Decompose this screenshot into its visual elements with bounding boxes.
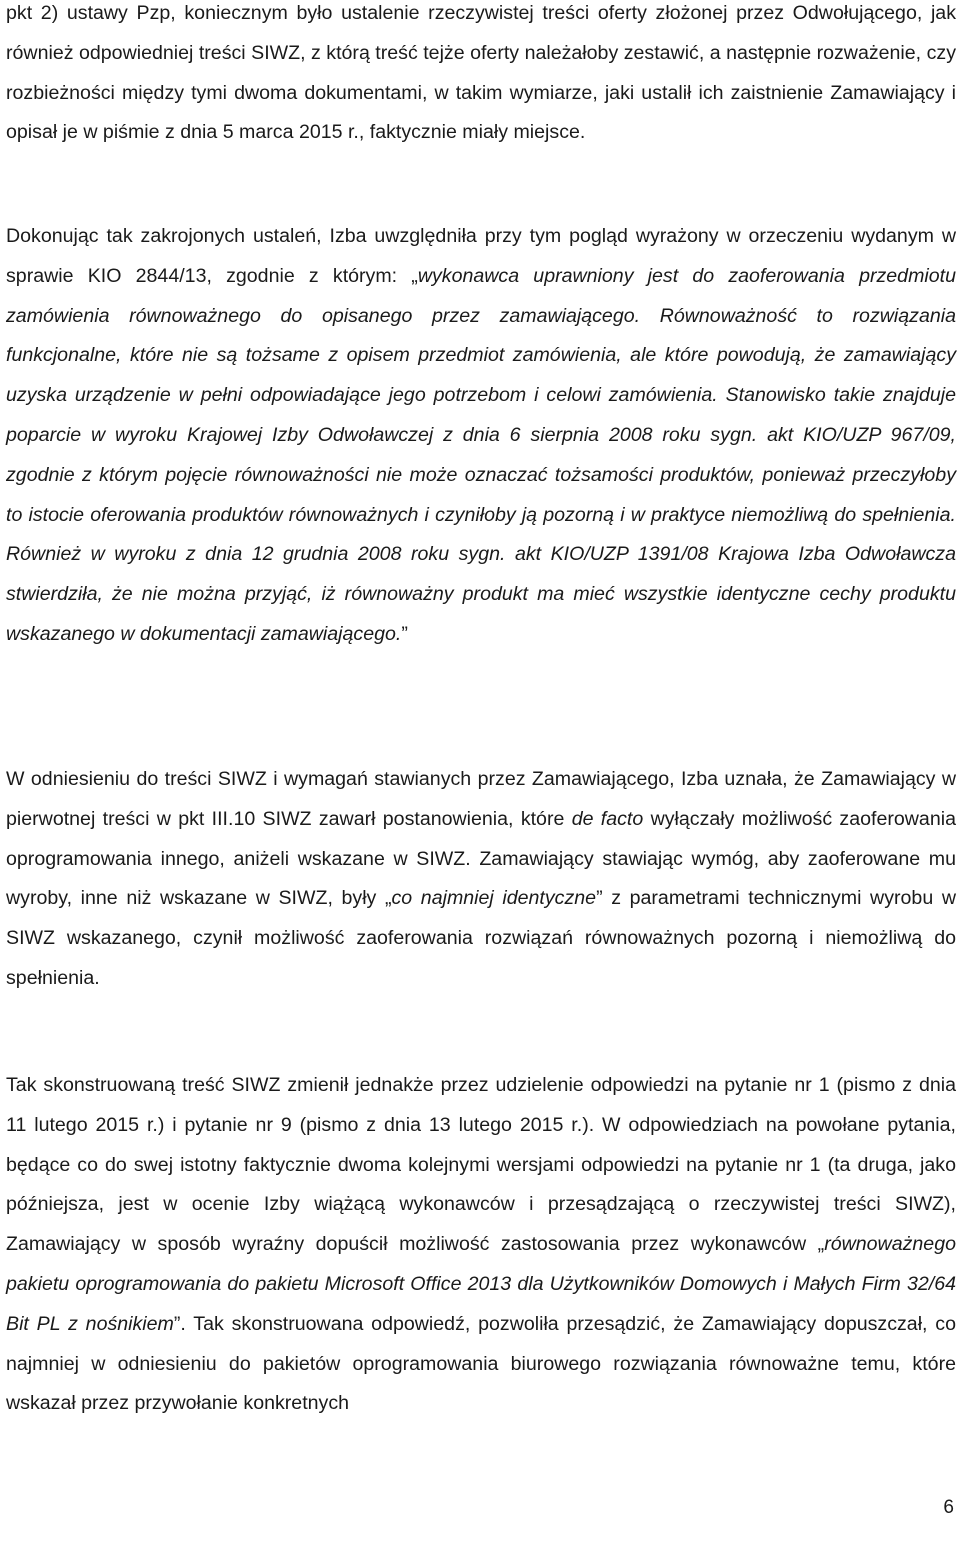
page-number: 6: [943, 1497, 954, 1518]
paragraph-3-part-2: wyłączały możliwość zaoferowania oprogramowania innego, aniżeli wskazane w SIWZ. Zamawiający stawiając wymóg, aby zaoferowane mu wyroby, inne niż wskazane w SIWZ, były „: [6, 807, 956, 910]
paragraph-3-de-facto: de facto: [571, 807, 644, 830]
paragraph-3-part-3: ” z parametrami technicznymi wyrobu w SIWZ wskazanego, czynił możliwość zaoferowania rozwiązań równoważnych pozorną i niemożliwą do spełnienia.: [6, 887, 956, 989]
paragraph-4-part-2: ”. Tak skonstruowana odpowiedź, pozwoliła przesądzić, że Zamawiający dopuszczał, co najmniej w odniesieniu do pakietów oprogramowania biurowego rozwiązania równoważne temu, które wskazał przez przywołanie konkretnych: [6, 1312, 956, 1415]
paragraph-4: [6, 1066, 956, 1424]
paragraph-2: [6, 217, 956, 655]
paragraph-4-part-1: Tak skonstruowaną treść SIWZ zmienił jednakże przez udzielenie odpowiedzi na pytanie nr 1 (pismo z dnia 11 lutego 2015 r.) i pytanie nr 9 (pismo z dnia 13 lutego 2015 r.). W odpowiedziach na powołane pytania, będące co do swej istotny faktycznie dwoma kolejnymi wersjami odpowiedzi na pytanie nr 1 (ta druga, jako późniejsza, jest w ocenie Izby wiążącą wykonawców i przesądzającą o rzeczywistej treści SIWZ), Zamawiający w sposób wyraźny dopuścił możliwość zastosowania przez wykonawców „: [6, 1074, 956, 1256]
paragraph-2-intro: Dokonując tak zakrojonych ustaleń, Izba uwzględniła przy tym pogląd wyrażony w orzeczeniu wydanym w sprawie KIO 2844/13, zgodnie z którym: „: [6, 225, 956, 287]
paragraph-1-text: pkt 2) ustawy Pzp, koniecznym było ustalenie rzeczywistej treści oferty złożonej przez Odwołującego, jak również odpowiedniej treści SIWZ, z którą treść tejże oferty należałoby zestawić, a następnie rozważenie, czy rozbieżności między tymi dwoma dokumentami, w takim wymiarze, jaki ustalił ich zaistnienie Zamawiający i opisał je w piśmie z dnia 5 marca 2015 r., faktycznie miały miejsce.: [6, 2, 956, 144]
paragraph-3-identical-phrase: co najmniej identyczne: [391, 887, 597, 910]
paragraph-4-package-quote: równoważnego pakietu oprogramowania do pakietu Microsoft Office 2013 dla Użytkowników Domowych i Małych Firm 32/64 Bit PL z nośnikiem: [6, 1233, 956, 1335]
paragraph-2-quote: wykonawca uprawniony jest do zaoferowania przedmiotu zamówienia równoważnego do opisanego przez zamawiającego. Równoważność to rozwiązania funkcjonalne, które nie są tożsame z opisem przedmiot zamówienia, ale które powodują, że zamawiający uzyska urządzenie w pełni odpowiadające jego potrzebom i celowi zamówienia. Stanowisko takie znajduje poparcie w wyroku Krajowej Izby Odwoławczej z dnia 6 sierpnia 2008 roku sygn. akt KIO/UZP 967/09, zgodnie z którym pojęcie równoważności nie może oznaczać tożsamości produktów, ponieważ przeczyłoby to istocie oferowania produktów równoważnych i czyniłoby ją pozorną i w praktyce niemożliwą do spełnienia. Również w wyroku z dnia 12 grudnia 2008 roku sygn. akt KIO/UZP 1391/08 Krajowa Izba Odwoławcza stwierdziła, że nie można przyjąć, iż równoważny produkt ma mieć wszystkie identyczne cechy produktu wskazanego w dokumentacji zamawiającego.: [6, 264, 956, 645]
paragraph-3: [6, 760, 956, 999]
paragraph-2-closing-quote: ”: [401, 622, 408, 645]
paragraph-3-part-1: W odniesieniu do treści SIWZ i wymagań stawianych przez Zamawiającego, Izba uznała, że Zamawiający w pierwotnej treści w pkt III.10 SIWZ zawarł postanowienia, które: [6, 768, 956, 830]
paragraph-1: [6, 0, 956, 153]
